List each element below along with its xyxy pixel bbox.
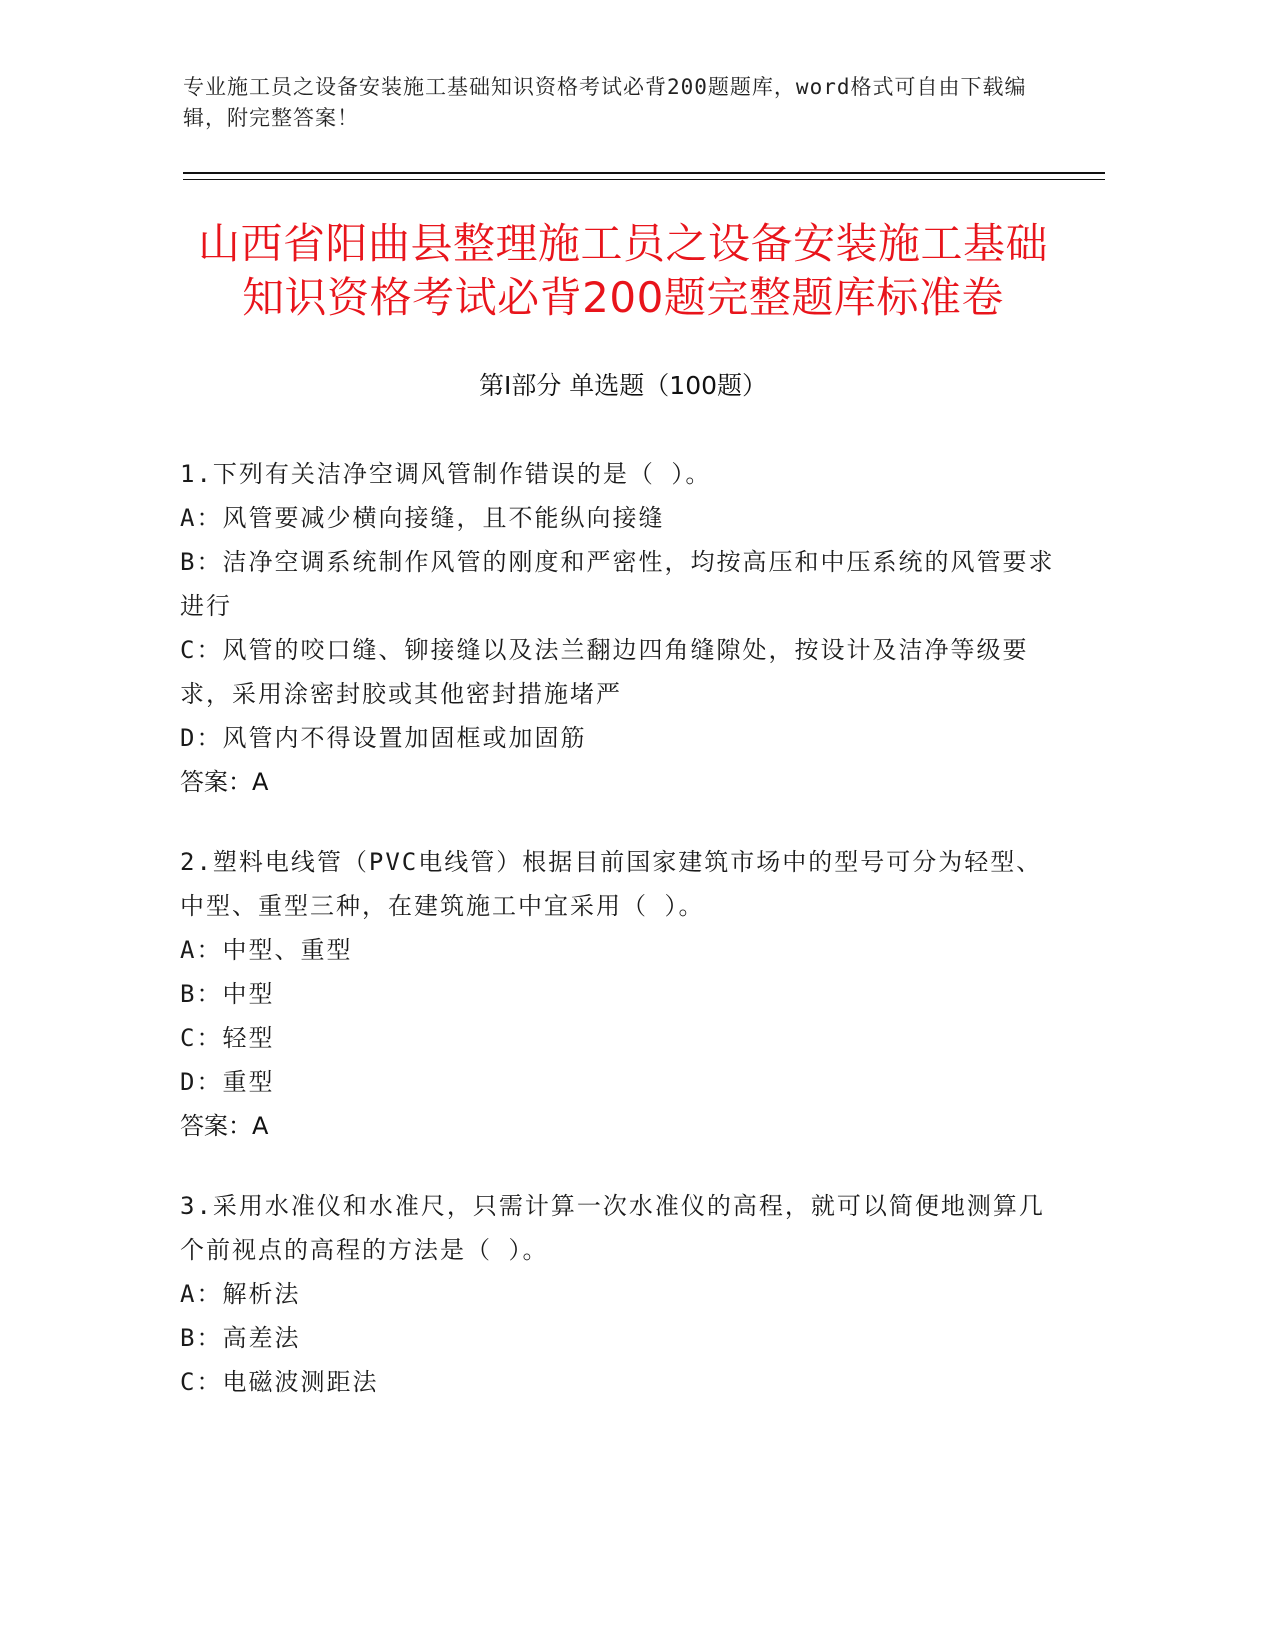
option-d: D：风管内不得设置加固框或加固筋 [180,724,587,752]
answer: 答案：A [180,1112,269,1140]
question-list [180,452,1060,1440]
question-stem: 2.塑料电线管（PVC电线管）根据目前国家建筑市场中的型号可分为轻型、中型、重型三种，在建筑施工中宜采用（ ）。 [180,848,1043,920]
header-note: 专业施工员之设备安装施工基础知识资格考试必背200题题库，word格式可自由下载编辑，附完整答案！ [183,75,1027,130]
option-d: D：重型 [180,1068,275,1096]
answer: 答案：A [180,768,269,796]
section-title: 第Ⅰ部分 单选题（100题） [478,371,768,400]
option-b: B：高差法 [180,1324,301,1352]
header-rule-thick [183,172,1105,174]
option-c: C：轻型 [180,1024,275,1052]
option-b: B：洁净空调系统制作风管的刚度和严密性，均按高压和中压系统的风管要求进行 [180,548,1055,620]
header-rule-thin [183,179,1105,180]
question-2 [180,840,1060,1148]
option-a: A：中型、重型 [180,936,353,964]
option-a: A：风管要减少横向接缝，且不能纵向接缝 [180,504,665,532]
option-c: C：电磁波测距法 [180,1368,379,1396]
question-3 [180,1184,1060,1404]
option-a: A：解析法 [180,1280,301,1308]
option-b: B：中型 [180,980,275,1008]
question-stem: 3.采用水准仪和水准尺，只需计算一次水准仪的高程，就可以简便地测算几个前视点的高程的方法是（ ）。 [180,1192,1045,1264]
option-c: C：风管的咬口缝、铆接缝以及法兰翻边四角缝隙处，按设计及洁净等级要求，采用涂密封胶或其他密封措施堵严 [180,636,1029,708]
question-1 [180,452,1060,804]
question-stem: 1.下列有关洁净空调风管制作错误的是（ ）。 [180,460,712,488]
document-title: 山西省阳曲县整理施工员之设备安装施工基础知识资格考试必背200题完整题库标准卷 [197,219,1048,322]
